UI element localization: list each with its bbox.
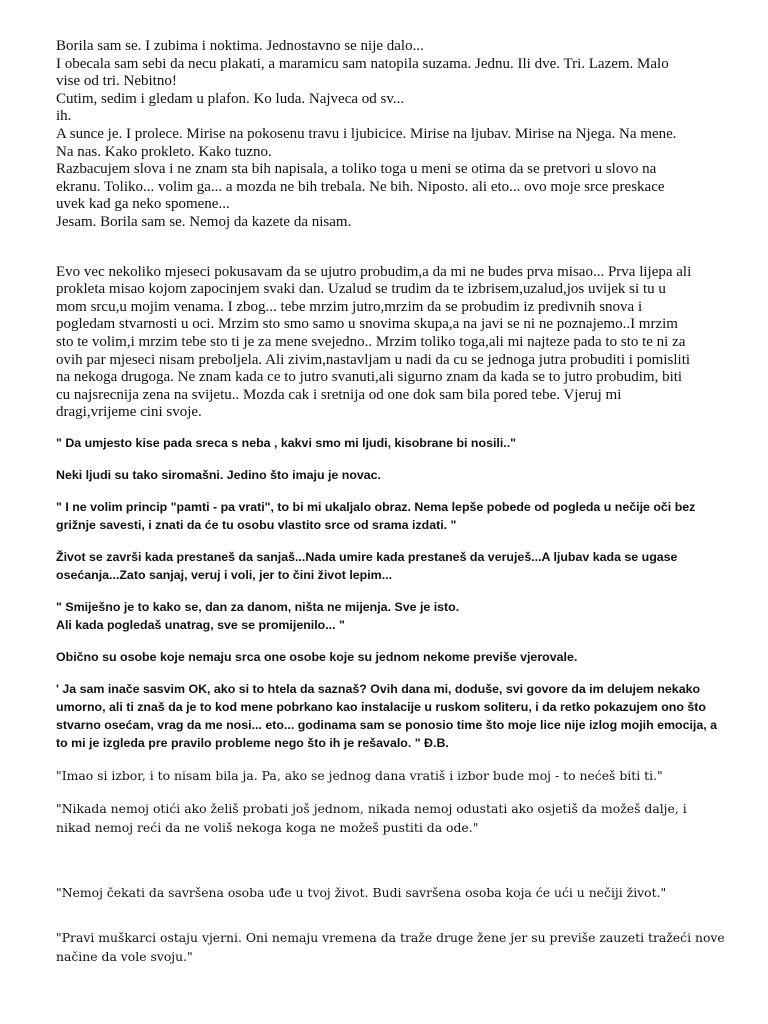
text-line: Jesam. Borila sam se. Nemoj da kazete da nisam. [56, 213, 352, 230]
text-line: " I ne volim princip "pamti - pa vrati", to bi mi ukaljalo obraz. Nema lepše pobede od pogleda u nečije oči bez [56, 499, 696, 514]
text-line: Na nas. Kako prokleto. Kako tuzno. [56, 143, 272, 160]
text-line: osećanja...Zato sanjaj, veruj i voli, jer to čini život lepim... [56, 567, 393, 582]
quote-bold [56, 548, 726, 584]
text-line: "Pravi muškarci ostaju vjerni. Oni nemaju vremena da traže druge žene jer su previše zauzeti tražeći nove [56, 929, 725, 945]
text-line: Cutim, sedim i gledam u plafon. Ko luda. Najveca od sv... [56, 90, 405, 107]
text-line: I obecala sam sebi da necu plakati, a maramicu sam natopila suzama. Jednu. Ili dve. Tri. Lazem. Malo [56, 55, 669, 72]
text-line: mom srcu,u mojim venama. I zbog... tebe mrzim jutro,mrzim da se probudim iz predivnih snova i [56, 298, 643, 315]
text-line: pogledam stvarnosti u oci. Mrzim sto smo samo u snovima skupa,a na javi se ni ne poznajemo..I mrzim [56, 316, 678, 333]
quote-bold [56, 498, 726, 534]
text-line: ' Ja sam inače sasvim OK, ako si to htela da saznaš? Ovih dana mi, doduše, svi govore da im delujem nekako [56, 681, 701, 696]
text-line: cu najsrecnija zena na svijetu.. Mozda cak i sretnija od one dok sam bila pored tebe. Vjeruj mi [56, 386, 622, 403]
text-line: Neki ljudi su tako siromašni. Jedino što imaju je novac. [56, 467, 382, 482]
text-line: nikad nemoj reći da ne voliš nekoga koga ne možeš pustiti da ode." [56, 819, 479, 835]
text-line: uvek kad ga neko spomene... [56, 196, 230, 213]
quote-bold [56, 680, 726, 752]
text-line: "Nikada nemoj otići ako želiš probati još jednom, nikada nemoj odustati ako osjetiš da možeš dalje, i [56, 800, 687, 816]
text-line: " Smiješno je to kako se, dan za danom, ništa ne mijenja. Sve je isto. [56, 599, 460, 614]
text-line: na nekoga drugoga. Ne znam kada ce to jutro svanuti,ali sigurno znam da kada se to jutro probudim, biti [56, 369, 683, 386]
text-line: A sunce je. I prolece. Mirise na pokosenu travu i ljubicice. Mirise na ljubav. Mirise na Njega. Na mene. [56, 125, 677, 142]
document-page [56, 38, 726, 966]
text-line: načine da vole svoju." [56, 948, 193, 964]
text-line: " Da umjesto kise pada sreca s neba , kakvi smo mi ljudi, kisobrane bi nosili.." [56, 435, 517, 450]
text-line: prokleta misao kojom zapocinjem svaki dan. Uzalud se trudim da te izbrisem,uzalud,jos uvijek si tu u [56, 281, 666, 298]
quote-serif [56, 799, 726, 837]
text-line: to mi je izgleda pre pravilo probleme nego što ih je rešavalo. " Đ.B. [56, 735, 449, 750]
text-line: sto te volim,i mrzim tebe sto ti je za mene svejedno.. Mrzim toliko toga,ali mi najteze pada to sto te ni za [56, 333, 686, 350]
prose-paragraph [56, 264, 726, 422]
text-line: ovih par mjeseci nisam preboljela. Ali zivim,nastavljam u nadi da cu se jednoga jutra probuditi i pomisliti [56, 351, 691, 368]
text-line: Evo vec nekoliko mjeseci pokusavam da se ujutro probudim,a da mi ne budes prva misao... Prva lijepa ali [56, 263, 692, 280]
text-line: Borila sam se. I zubima i noktima. Jednostavno se nije dalo... [56, 38, 424, 54]
text-line: stvarno osećam, vrag da me nosi... eto... godinama sam se ponosio time što moje lice nije izlog mojih emocija, a [56, 717, 718, 732]
quote-serif [56, 928, 726, 966]
text-line: vise od tri. Nebitno! [56, 73, 177, 90]
text-line: Razbacujem slova i ne znam sta bih napisala, a toliko toga u meni se otima da se pretvori u slovo na [56, 161, 657, 178]
text-line: ih. [56, 108, 72, 125]
text-line: "Nemoj čekati da savršena osoba uđe u tvoj život. Budi savršena osoba koja će ući u nečiji život." [56, 884, 667, 900]
text-line: Obično su osobe koje nemaju srca one osobe koje su jednom nekome previše vjerovale. [56, 649, 578, 664]
quote-bold [56, 434, 726, 452]
text-line: grižnje savesti, i znati da će tu osobu vlastito srce od srama izdati. " [56, 517, 457, 532]
text-line: Ali kada pogledaš unatrag, sve se promijenilo... " [56, 617, 345, 632]
text-line: umorno, ali ti znaš da je to kod mene pobrkano kao instalacije u ruskom soliteru, i da retko pokazujem ono što [56, 699, 706, 714]
text-line: Život se završi kada prestaneš da sanjaš...Nada umire kada prestaneš da veruješ...A ljubav kada se ugase [56, 549, 678, 564]
text-line: dragi,vrijeme cini svoje. [56, 404, 202, 421]
quote-serif [56, 766, 726, 785]
text-line: "Imao si izbor, i to nisam bila ja. Pa, ako se jednog dana vratiš i izbor bude moj - to nećeš biti ti." [56, 767, 663, 783]
quote-bold [56, 598, 726, 634]
poem-paragraph [56, 38, 726, 232]
quote-bold [56, 648, 726, 666]
text-line: ekranu. Toliko... volim ga... a mozda ne bih trebala. Ne bih. Niposto. ali eto... ovo moje srce preskace [56, 178, 665, 195]
quote-serif [56, 883, 726, 902]
quote-bold [56, 466, 726, 484]
